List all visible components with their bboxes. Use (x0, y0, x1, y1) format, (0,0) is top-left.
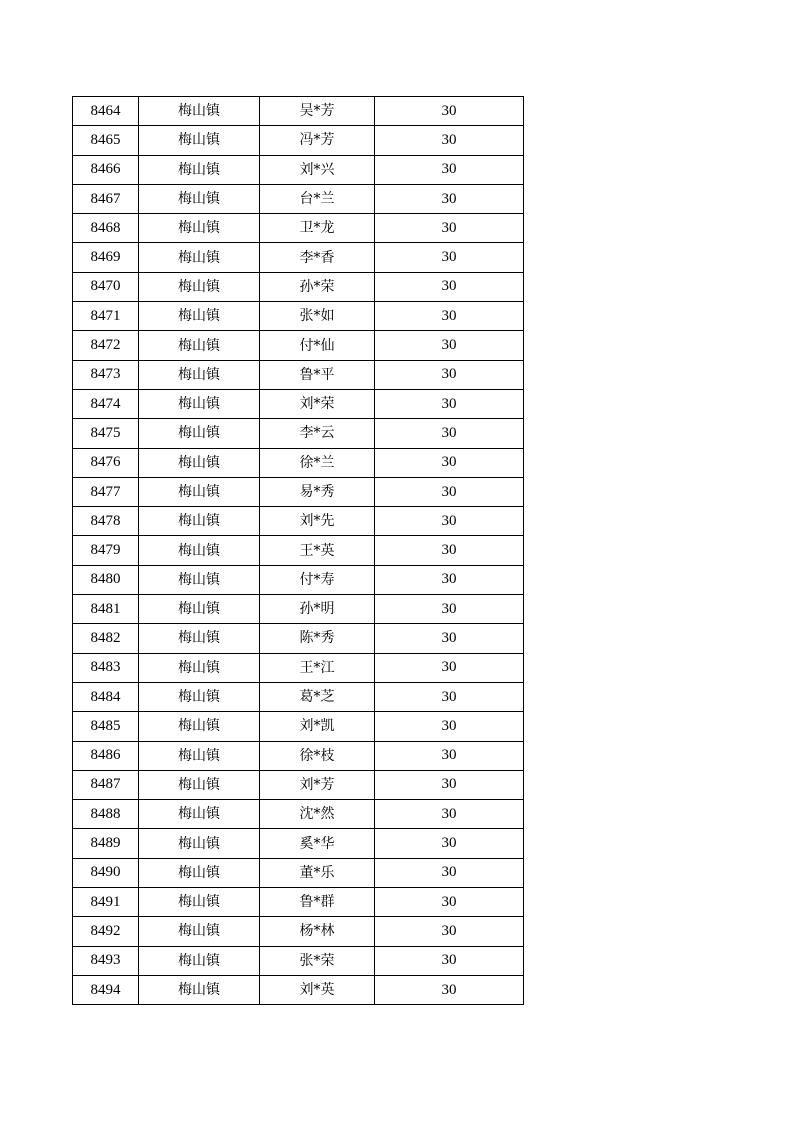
row-town-cell: 梅山镇 (139, 331, 260, 360)
table-row (73, 536, 524, 565)
table-row (73, 888, 524, 917)
row-town-cell: 梅山镇 (139, 302, 260, 331)
row-town-cell: 梅山镇 (139, 97, 260, 126)
table-row (73, 360, 524, 389)
row-id-cell: 8493 (73, 946, 139, 975)
row-id-cell: 8494 (73, 975, 139, 1004)
table-row (73, 448, 524, 477)
roster-table (72, 96, 524, 1005)
row-name-cell: 孙*荣 (260, 272, 375, 301)
row-town-cell: 梅山镇 (139, 800, 260, 829)
row-town-cell: 梅山镇 (139, 829, 260, 858)
table-row (73, 302, 524, 331)
row-town-cell: 梅山镇 (139, 214, 260, 243)
row-town-cell: 梅山镇 (139, 536, 260, 565)
row-name-cell: 刘*荣 (260, 389, 375, 418)
row-town-cell: 梅山镇 (139, 565, 260, 594)
row-amount-cell: 30 (375, 888, 524, 917)
row-town-cell: 梅山镇 (139, 888, 260, 917)
row-name-cell: 刘*芳 (260, 770, 375, 799)
row-name-cell: 杨*林 (260, 917, 375, 946)
row-amount-cell: 30 (375, 800, 524, 829)
roster-table-body (73, 97, 524, 1005)
row-name-cell: 付*寿 (260, 565, 375, 594)
table-row (73, 507, 524, 536)
row-name-cell: 张*荣 (260, 946, 375, 975)
row-name-cell: 刘*先 (260, 507, 375, 536)
row-amount-cell: 30 (375, 565, 524, 594)
row-name-cell: 徐*枝 (260, 741, 375, 770)
row-name-cell: 付*仙 (260, 331, 375, 360)
row-town-cell: 梅山镇 (139, 595, 260, 624)
row-amount-cell: 30 (375, 536, 524, 565)
row-id-cell: 8475 (73, 419, 139, 448)
row-amount-cell: 30 (375, 770, 524, 799)
table-row (73, 126, 524, 155)
row-amount-cell: 30 (375, 243, 524, 272)
row-town-cell: 梅山镇 (139, 360, 260, 389)
row-name-cell: 吴*芳 (260, 97, 375, 126)
row-id-cell: 8488 (73, 800, 139, 829)
row-town-cell: 梅山镇 (139, 272, 260, 301)
row-id-cell: 8464 (73, 97, 139, 126)
row-town-cell: 梅山镇 (139, 917, 260, 946)
row-town-cell: 梅山镇 (139, 624, 260, 653)
table-row (73, 477, 524, 506)
row-amount-cell: 30 (375, 975, 524, 1004)
row-name-cell: 孙*明 (260, 595, 375, 624)
row-amount-cell: 30 (375, 946, 524, 975)
row-name-cell: 卫*龙 (260, 214, 375, 243)
row-town-cell: 梅山镇 (139, 682, 260, 711)
row-town-cell: 梅山镇 (139, 389, 260, 418)
table-row (73, 800, 524, 829)
row-name-cell: 徐*兰 (260, 448, 375, 477)
row-id-cell: 8484 (73, 682, 139, 711)
row-amount-cell: 30 (375, 331, 524, 360)
row-town-cell: 梅山镇 (139, 653, 260, 682)
row-id-cell: 8468 (73, 214, 139, 243)
row-name-cell: 台*兰 (260, 184, 375, 213)
row-id-cell: 8482 (73, 624, 139, 653)
row-name-cell: 刘*兴 (260, 155, 375, 184)
row-amount-cell: 30 (375, 507, 524, 536)
row-id-cell: 8472 (73, 331, 139, 360)
row-id-cell: 8474 (73, 389, 139, 418)
row-town-cell: 梅山镇 (139, 946, 260, 975)
table-row (73, 155, 524, 184)
table-row (73, 214, 524, 243)
row-name-cell: 冯*芳 (260, 126, 375, 155)
table-row (73, 858, 524, 887)
row-town-cell: 梅山镇 (139, 419, 260, 448)
row-name-cell: 王*江 (260, 653, 375, 682)
row-town-cell: 梅山镇 (139, 477, 260, 506)
row-amount-cell: 30 (375, 360, 524, 389)
row-amount-cell: 30 (375, 682, 524, 711)
row-town-cell: 梅山镇 (139, 155, 260, 184)
row-town-cell: 梅山镇 (139, 184, 260, 213)
row-amount-cell: 30 (375, 97, 524, 126)
table-row (73, 741, 524, 770)
row-name-cell: 沈*然 (260, 800, 375, 829)
row-id-cell: 8476 (73, 448, 139, 477)
row-id-cell: 8490 (73, 858, 139, 887)
table-row (73, 653, 524, 682)
table-row (73, 917, 524, 946)
row-name-cell: 葛*芝 (260, 682, 375, 711)
row-id-cell: 8479 (73, 536, 139, 565)
table-row (73, 682, 524, 711)
table-row (73, 946, 524, 975)
table-row (73, 770, 524, 799)
row-town-cell: 梅山镇 (139, 770, 260, 799)
table-row (73, 975, 524, 1004)
row-id-cell: 8486 (73, 741, 139, 770)
row-name-cell: 刘*英 (260, 975, 375, 1004)
row-amount-cell: 30 (375, 712, 524, 741)
row-id-cell: 8492 (73, 917, 139, 946)
row-id-cell: 8491 (73, 888, 139, 917)
row-id-cell: 8487 (73, 770, 139, 799)
row-id-cell: 8466 (73, 155, 139, 184)
row-id-cell: 8465 (73, 126, 139, 155)
table-row (73, 712, 524, 741)
row-town-cell: 梅山镇 (139, 975, 260, 1004)
row-name-cell: 鲁*平 (260, 360, 375, 389)
document-table-container (72, 96, 524, 1005)
row-name-cell: 李*云 (260, 419, 375, 448)
row-amount-cell: 30 (375, 448, 524, 477)
row-id-cell: 8485 (73, 712, 139, 741)
table-row (73, 624, 524, 653)
row-id-cell: 8469 (73, 243, 139, 272)
row-town-cell: 梅山镇 (139, 712, 260, 741)
row-id-cell: 8489 (73, 829, 139, 858)
table-row (73, 97, 524, 126)
table-row (73, 595, 524, 624)
row-amount-cell: 30 (375, 272, 524, 301)
row-town-cell: 梅山镇 (139, 448, 260, 477)
row-name-cell: 易*秀 (260, 477, 375, 506)
row-amount-cell: 30 (375, 184, 524, 213)
row-amount-cell: 30 (375, 917, 524, 946)
row-id-cell: 8470 (73, 272, 139, 301)
row-amount-cell: 30 (375, 419, 524, 448)
table-row (73, 243, 524, 272)
row-name-cell: 董*乐 (260, 858, 375, 887)
row-id-cell: 8480 (73, 565, 139, 594)
row-amount-cell: 30 (375, 653, 524, 682)
row-town-cell: 梅山镇 (139, 243, 260, 272)
row-amount-cell: 30 (375, 829, 524, 858)
row-name-cell: 刘*凯 (260, 712, 375, 741)
row-amount-cell: 30 (375, 858, 524, 887)
row-amount-cell: 30 (375, 389, 524, 418)
row-name-cell: 奚*华 (260, 829, 375, 858)
table-row (73, 419, 524, 448)
row-town-cell: 梅山镇 (139, 126, 260, 155)
row-name-cell: 王*英 (260, 536, 375, 565)
table-row (73, 272, 524, 301)
row-town-cell: 梅山镇 (139, 741, 260, 770)
row-amount-cell: 30 (375, 741, 524, 770)
row-amount-cell: 30 (375, 477, 524, 506)
row-town-cell: 梅山镇 (139, 507, 260, 536)
row-amount-cell: 30 (375, 126, 524, 155)
row-name-cell: 张*如 (260, 302, 375, 331)
row-id-cell: 8473 (73, 360, 139, 389)
row-id-cell: 8477 (73, 477, 139, 506)
row-amount-cell: 30 (375, 214, 524, 243)
row-name-cell: 鲁*群 (260, 888, 375, 917)
row-name-cell: 李*香 (260, 243, 375, 272)
row-amount-cell: 30 (375, 155, 524, 184)
row-amount-cell: 30 (375, 302, 524, 331)
row-town-cell: 梅山镇 (139, 858, 260, 887)
row-id-cell: 8481 (73, 595, 139, 624)
row-id-cell: 8483 (73, 653, 139, 682)
row-id-cell: 8478 (73, 507, 139, 536)
table-row (73, 389, 524, 418)
table-row (73, 331, 524, 360)
row-id-cell: 8467 (73, 184, 139, 213)
row-amount-cell: 30 (375, 624, 524, 653)
row-id-cell: 8471 (73, 302, 139, 331)
row-amount-cell: 30 (375, 595, 524, 624)
table-row (73, 829, 524, 858)
table-row (73, 184, 524, 213)
row-name-cell: 陈*秀 (260, 624, 375, 653)
table-row (73, 565, 524, 594)
